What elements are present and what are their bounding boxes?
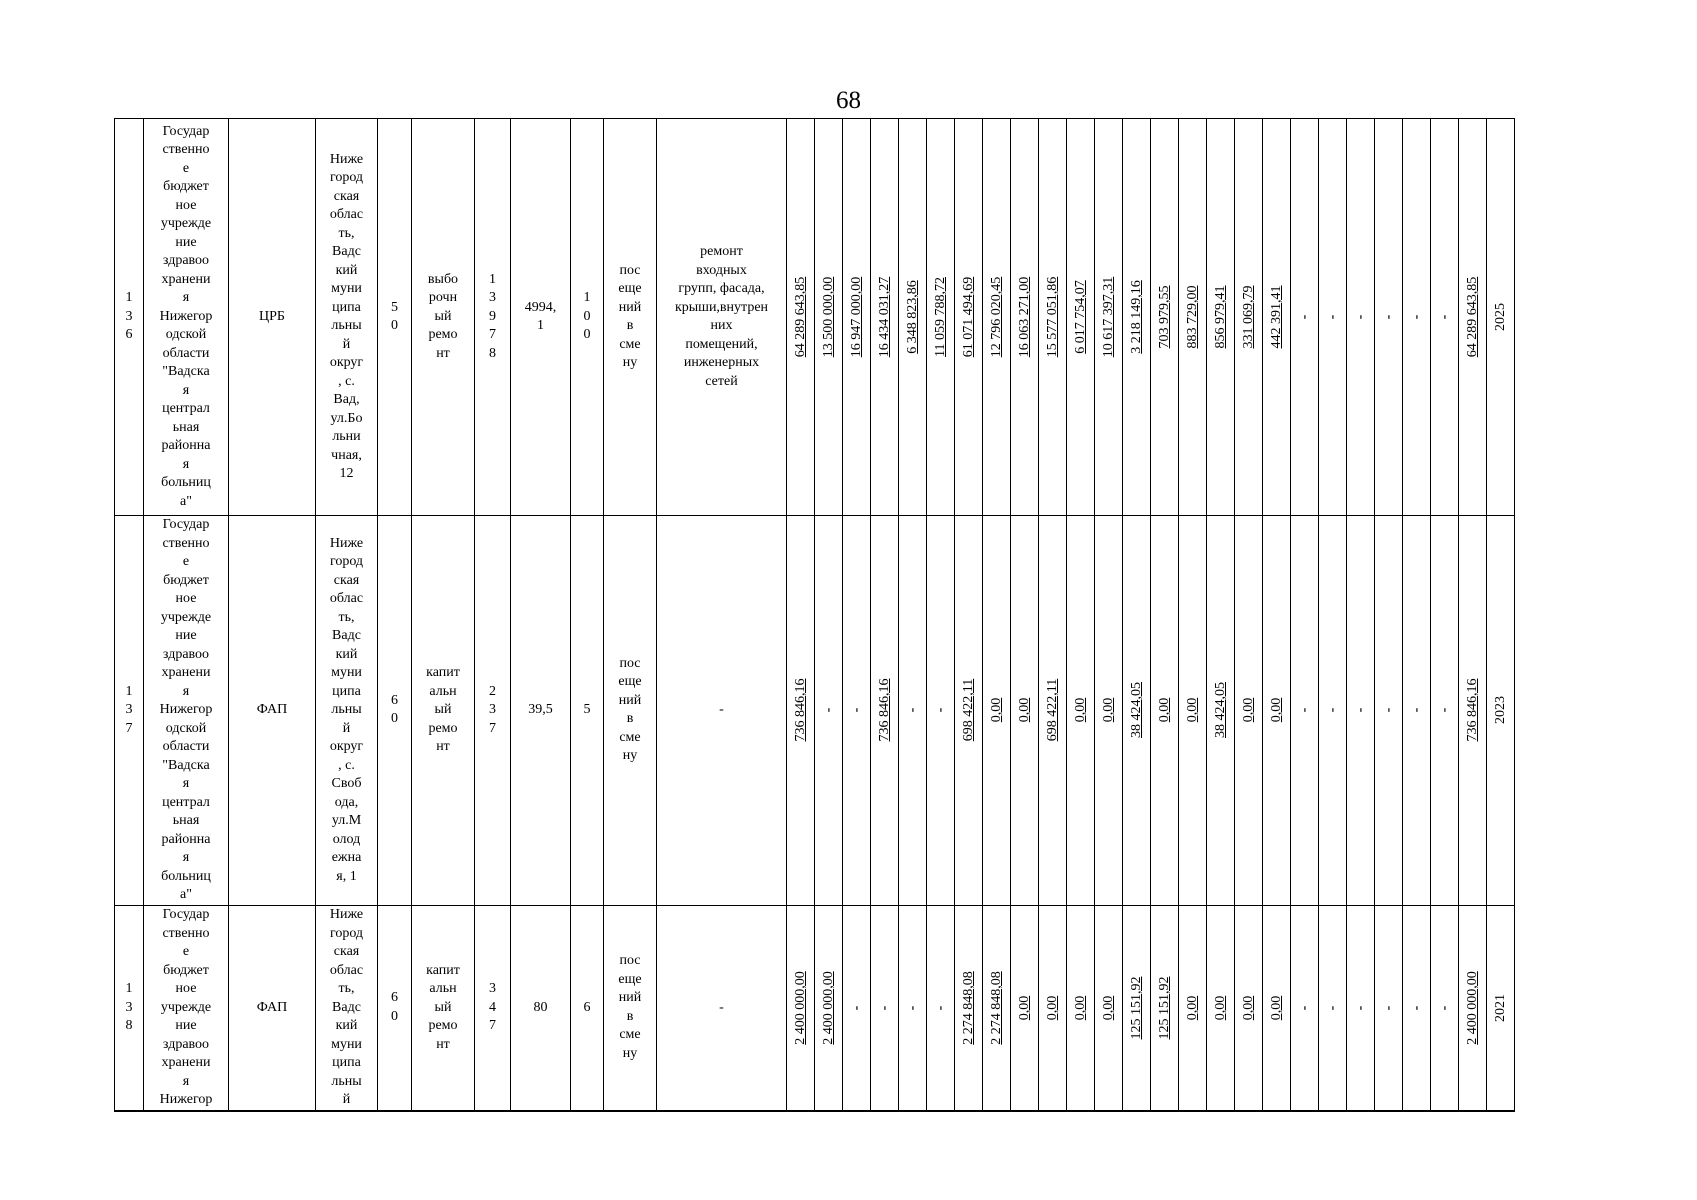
capacity: 1 0 0 xyxy=(583,290,591,343)
amount-cell xyxy=(983,119,1011,516)
amount-cell xyxy=(843,905,871,1111)
amount-value: 6 348 823,86 xyxy=(904,280,920,354)
amount-cell xyxy=(871,905,899,1111)
amount-cell xyxy=(1319,119,1347,516)
amount-value: - xyxy=(1296,707,1312,713)
amount-value: - xyxy=(932,707,948,713)
amount-value: - xyxy=(1436,314,1452,320)
amount-value: 0,00 xyxy=(1240,698,1256,723)
amount-value: - xyxy=(1380,707,1396,713)
repair-type: выбо рочн ый ремо нт xyxy=(427,271,459,361)
amount-value: 0,00 xyxy=(1268,698,1284,723)
amount-cell xyxy=(1039,905,1067,1111)
institution-name: Государ ственно е бюджет ное учрежде ние здравоо хранени я Нижегор xyxy=(159,907,213,1107)
amount-cell xyxy=(1347,516,1375,906)
table-row xyxy=(115,516,1515,906)
amount-cell xyxy=(955,905,983,1111)
institution-name: Государ ственно е бюджет ное учрежде ние здравоо хранени я Нижегор одской области "Вадска я централ ьная районна я больниц а" xyxy=(159,517,213,902)
objects-table xyxy=(114,118,1515,1112)
amount-value: 13 500 000,00 xyxy=(820,276,836,358)
amount-value: 0,00 xyxy=(1184,698,1200,723)
amount-cell xyxy=(871,516,899,906)
institution-name-cell xyxy=(144,119,229,516)
amount-value: 883 729,00 xyxy=(1184,285,1200,349)
amount-value: - xyxy=(1436,707,1452,713)
completion-year: 2025 xyxy=(1492,303,1508,331)
capacity: 6 xyxy=(583,999,591,1015)
row-number-cell xyxy=(115,119,144,516)
amount-value: 0,00 xyxy=(1156,698,1172,723)
amount-cell xyxy=(927,119,955,516)
amount-cell xyxy=(1123,905,1151,1111)
amount-value: - xyxy=(1352,314,1368,320)
amount-cell xyxy=(1011,516,1039,906)
amount-value: 703 979,55 xyxy=(1156,285,1172,349)
amount-cell xyxy=(1095,119,1123,516)
amount-cell xyxy=(983,905,1011,1111)
amount-value: - xyxy=(848,707,864,713)
facility-type-cell xyxy=(229,905,316,1111)
amount-cell xyxy=(1375,516,1403,906)
amount-cell xyxy=(1459,516,1487,906)
amount-cell xyxy=(815,119,843,516)
amount-cell xyxy=(843,119,871,516)
works-description-cell xyxy=(657,516,787,906)
amount-value: 331 069,79 xyxy=(1240,285,1256,349)
amount-cell xyxy=(1347,119,1375,516)
amount-value: - xyxy=(876,1005,892,1011)
amount-cell xyxy=(1431,516,1459,906)
amount-cell xyxy=(1291,516,1319,906)
amount-cell xyxy=(1179,119,1207,516)
amount-value: - xyxy=(904,1005,920,1011)
amount-cell xyxy=(1235,119,1263,516)
amount-cell xyxy=(1151,119,1179,516)
amount-value: 38 424,05 xyxy=(1212,682,1228,739)
amount-cell xyxy=(1011,119,1039,516)
page-number: 68 xyxy=(836,87,861,114)
amount-value: 6 017 754,07 xyxy=(1072,280,1088,354)
capacity-unit: пос еще ний в сме ну xyxy=(618,262,642,370)
amount-value: - xyxy=(1324,707,1340,713)
amount-value: 64 289 643,85 xyxy=(792,276,808,358)
amount-cell xyxy=(1067,905,1095,1111)
row-number: 1 3 7 xyxy=(125,683,133,736)
amount-value: - xyxy=(1408,314,1424,320)
year-built: 1 3 9 7 8 xyxy=(489,271,496,361)
year-built-cell xyxy=(475,905,511,1111)
amount-cell xyxy=(1347,905,1375,1111)
amount-cell xyxy=(1011,905,1039,1111)
amount-cell xyxy=(1179,905,1207,1111)
repair-type-cell xyxy=(412,516,475,906)
amount-value: 736 846,16 xyxy=(792,678,808,742)
amount-value: 0,00 xyxy=(1268,995,1284,1020)
amount-cell xyxy=(1375,905,1403,1111)
amount-value: - xyxy=(932,1005,948,1011)
amount-value: 0,00 xyxy=(1100,698,1116,723)
amount-value: 856 979,41 xyxy=(1212,285,1228,349)
wear-percent-cell xyxy=(378,905,412,1111)
amount-value: 0,00 xyxy=(1240,995,1256,1020)
floor-area-cell xyxy=(511,119,571,516)
capacity-unit-cell xyxy=(604,516,657,906)
amount-cell xyxy=(1039,119,1067,516)
amount-cell xyxy=(815,516,843,906)
facility-address: Ниже город ская облас ть, Вадс кий муни ципа льны й округ , с. Вад, ул.Бо льни чная, 12 xyxy=(329,151,364,481)
amount-value: 0,00 xyxy=(1016,995,1032,1020)
capacity-cell xyxy=(571,905,604,1111)
facility-type-cell xyxy=(229,119,316,516)
amount-value: 64 289 643,85 xyxy=(1464,276,1480,358)
amount-cell xyxy=(1179,516,1207,906)
amount-value: 125 151,92 xyxy=(1128,976,1144,1040)
capacity: 5 xyxy=(583,702,591,717)
amount-value: 0,00 xyxy=(1184,995,1200,1020)
table-row xyxy=(115,119,1515,516)
amount-value: 0,00 xyxy=(1044,995,1060,1020)
capacity-cell xyxy=(571,119,604,516)
floor-area-cell xyxy=(511,516,571,906)
amount-value: 0,00 xyxy=(1212,995,1228,1020)
year-built: 2 3 7 xyxy=(489,683,496,736)
wear-percent-cell xyxy=(378,119,412,516)
wear-percent-cell xyxy=(378,516,412,906)
amount-cell xyxy=(1459,905,1487,1111)
wear-percent: 6 0 xyxy=(391,692,398,727)
amount-cell xyxy=(1319,905,1347,1111)
year-built: 3 4 7 xyxy=(489,981,496,1033)
amount-cell xyxy=(1375,119,1403,516)
works-description-cell xyxy=(657,119,787,516)
amount-value: - xyxy=(820,707,836,713)
completion-year: 2021 xyxy=(1492,993,1508,1022)
amount-value: - xyxy=(1408,1005,1424,1011)
amount-value: 15 577 051,86 xyxy=(1044,276,1060,358)
table-row xyxy=(115,905,1515,1111)
institution-name-cell xyxy=(144,905,229,1111)
amount-value: 10 617 397,31 xyxy=(1100,276,1116,358)
amount-value: 125 151,92 xyxy=(1156,976,1172,1040)
works-description-cell xyxy=(657,905,787,1111)
facility-type: ФАП xyxy=(256,702,288,717)
facility-address-cell xyxy=(316,119,378,516)
year-built-cell xyxy=(475,516,511,906)
amount-cell xyxy=(1291,905,1319,1111)
amount-cell xyxy=(1263,516,1291,906)
amount-value: 0,00 xyxy=(1072,698,1088,723)
amount-value: 16 947 000,00 xyxy=(848,276,864,358)
amount-value: 2 274 848,08 xyxy=(988,971,1004,1045)
amount-value: 2 400 000,00 xyxy=(1464,971,1480,1045)
amount-cell xyxy=(1431,905,1459,1111)
amount-value: 11 059 788,72 xyxy=(932,277,948,357)
completion-year-cell xyxy=(1487,119,1515,516)
amount-cell xyxy=(1235,516,1263,906)
amount-value: 698 422,11 xyxy=(960,679,976,742)
amount-cell xyxy=(1123,119,1151,516)
amount-value: 0,00 xyxy=(988,698,1004,723)
amount-cell xyxy=(1067,516,1095,906)
facility-type: ЦРБ xyxy=(259,308,285,324)
amount-value: - xyxy=(1324,314,1340,320)
amount-cell xyxy=(1431,119,1459,516)
amount-cell xyxy=(1235,905,1263,1111)
institution-name-cell xyxy=(144,516,229,906)
amount-value: 442 391,41 xyxy=(1268,285,1284,349)
amount-cell xyxy=(1039,516,1067,906)
amount-value: - xyxy=(1408,707,1424,713)
amount-value: - xyxy=(1296,314,1312,320)
amount-value: - xyxy=(1352,707,1368,713)
completion-year-cell xyxy=(1487,516,1515,906)
facility-address-cell xyxy=(316,516,378,906)
row-number-cell xyxy=(115,516,144,906)
amount-value: 16 063 271,00 xyxy=(1016,276,1032,358)
amount-value: 2 400 000,00 xyxy=(792,971,808,1045)
row-number: 1 3 8 xyxy=(125,981,133,1033)
amount-cell xyxy=(1123,516,1151,906)
works-description: - xyxy=(719,702,724,717)
works-description: ремонт входных групп, фасада, крыши,внутрен них помещений, инженерных сетей xyxy=(674,244,769,389)
capacity-unit-cell xyxy=(604,905,657,1111)
amount-value: - xyxy=(1380,314,1396,320)
amount-cell xyxy=(927,516,955,906)
amount-value: 12 796 020,45 xyxy=(988,276,1004,358)
amount-value: - xyxy=(1352,1005,1368,1011)
amount-cell xyxy=(1403,905,1431,1111)
row-number: 1 3 6 xyxy=(125,290,133,343)
amount-cell xyxy=(1319,516,1347,906)
floor-area: 4994, 1 xyxy=(524,299,557,333)
amount-value: 2 400 000,00 xyxy=(820,971,836,1045)
row-number-cell xyxy=(115,905,144,1111)
amount-cell xyxy=(899,119,927,516)
amount-value: 698 422,11 xyxy=(1044,679,1060,742)
amount-value: 736 846,16 xyxy=(876,678,892,742)
repair-type-cell xyxy=(412,119,475,516)
amount-cell xyxy=(899,516,927,906)
amount-cell xyxy=(1067,119,1095,516)
amount-cell xyxy=(983,516,1011,906)
amount-value: - xyxy=(1436,1005,1452,1011)
amount-cell xyxy=(927,905,955,1111)
completion-year-cell xyxy=(1487,905,1515,1111)
amount-value: - xyxy=(848,1005,864,1011)
floor-area: 80 xyxy=(533,999,548,1015)
amount-value: - xyxy=(1324,1005,1340,1011)
facility-address: Ниже город ская облас ть, Вадс кий муни ципа льны й округ , с. Своб ода, ул.М олод ежна я, 1 xyxy=(329,535,364,884)
facility-type-cell xyxy=(229,516,316,906)
amount-value: 0,00 xyxy=(1016,698,1032,723)
amount-cell xyxy=(1151,905,1179,1111)
amount-value: 38 424,05 xyxy=(1128,682,1144,739)
amount-value: 736 846,16 xyxy=(1464,678,1480,742)
amount-cell xyxy=(871,119,899,516)
amount-value: 3 218 149,16 xyxy=(1128,280,1144,354)
amount-cell xyxy=(1095,516,1123,906)
amount-cell xyxy=(787,905,815,1111)
amount-value: - xyxy=(904,707,920,713)
amount-cell xyxy=(1207,516,1235,906)
year-built-cell xyxy=(475,119,511,516)
capacity-unit: пос еще ний в сме ну xyxy=(618,953,642,1061)
amount-cell xyxy=(1403,516,1431,906)
amount-cell xyxy=(1207,905,1235,1111)
amount-cell xyxy=(955,516,983,906)
amount-cell xyxy=(1263,119,1291,516)
capacity-unit: пос еще ний в сме ну xyxy=(618,655,642,764)
amount-cell xyxy=(1459,119,1487,516)
amount-cell xyxy=(1403,119,1431,516)
floor-area: 39,5 xyxy=(528,702,553,717)
capacity-cell xyxy=(571,516,604,906)
facility-address-cell xyxy=(316,905,378,1111)
amount-cell xyxy=(1291,119,1319,516)
amount-cell xyxy=(1207,119,1235,516)
facility-type: ФАП xyxy=(256,999,288,1015)
wear-percent: 6 0 xyxy=(391,990,398,1024)
institution-name: Государ ственно е бюджет ное учрежде ние здравоо хранени я Нижегор одской области "Вадска я централ ьная районна я больниц а" xyxy=(159,123,213,509)
amount-value: - xyxy=(1380,1005,1396,1011)
amount-value: 0,00 xyxy=(1072,995,1088,1020)
facility-address: Ниже город ская облас ть, Вадс кий муни ципа льны й xyxy=(329,907,364,1107)
amount-cell xyxy=(843,516,871,906)
amount-cell xyxy=(1095,905,1123,1111)
capacity-unit-cell xyxy=(604,119,657,516)
amount-value: 0,00 xyxy=(1100,995,1116,1020)
amount-cell xyxy=(1263,905,1291,1111)
floor-area-cell xyxy=(511,905,571,1111)
amount-value: 16 434 031,27 xyxy=(876,276,892,358)
repair-type: капит альн ый ремо нт xyxy=(426,665,460,754)
amount-value: 2 274 848,08 xyxy=(960,971,976,1045)
works-description: - xyxy=(719,999,724,1015)
amount-cell xyxy=(955,119,983,516)
amount-cell xyxy=(787,516,815,906)
wear-percent: 5 0 xyxy=(391,299,398,333)
completion-year: 2023 xyxy=(1492,696,1508,725)
amount-cell xyxy=(899,905,927,1111)
amount-value: 61 071 494,69 xyxy=(960,276,976,358)
amount-cell xyxy=(1151,516,1179,906)
repair-type-cell xyxy=(412,905,475,1111)
repair-type: капит альн ый ремо нт xyxy=(426,962,460,1052)
amount-value: - xyxy=(1296,1005,1312,1011)
amount-cell xyxy=(815,905,843,1111)
amount-cell xyxy=(787,119,815,516)
